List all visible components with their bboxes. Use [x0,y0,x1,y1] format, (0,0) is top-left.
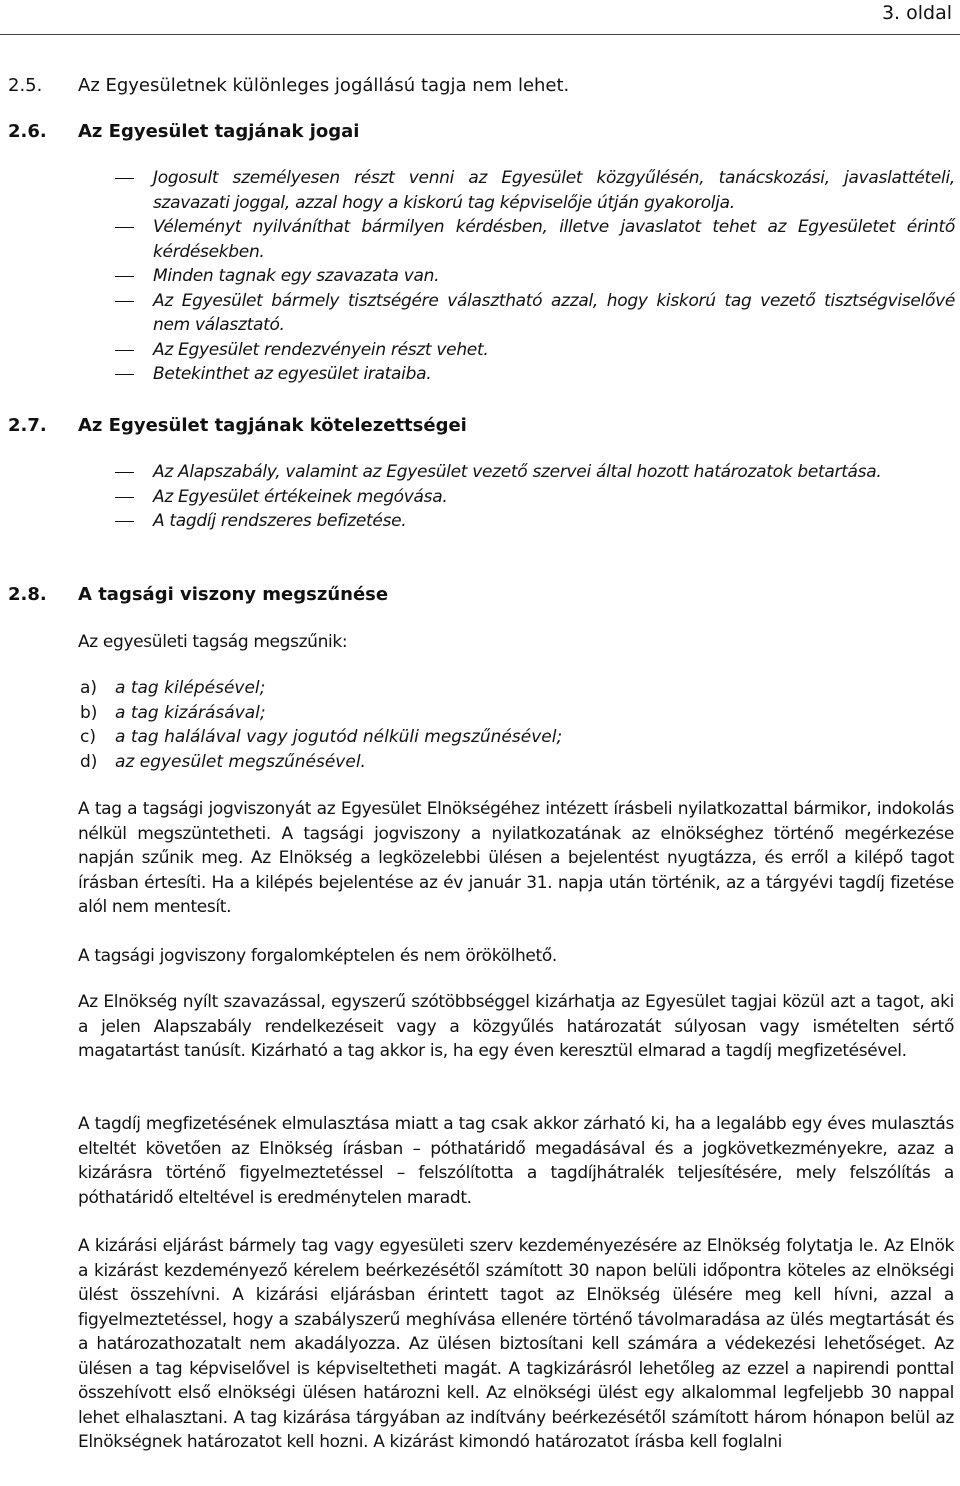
obligations-list [110,460,955,534]
list-item: Jogosult személyesen részt venni az Egyesület közgyűlésén, tanácskozási, javaslattételi, szavazati joggal, azzal hogy a kiskorú tag képviselője útján gyakorolja. [110,166,955,215]
list-item [80,725,940,750]
list-text: a tag kizárásával; [115,702,266,723]
list-item [80,750,940,775]
list-label: a) [80,678,98,698]
list-item: Véleményt nyilváníthat bármilyen kérdésben, illetve javaslatot tehet az Egyesületet érintő kérdésekben. [110,215,955,264]
section-title: Az Egyesület tagjának jogai [78,121,360,142]
list-text: a tag halálával vagy jogutód nélküli megszűnésével; [115,727,563,747]
termination-list [80,676,940,774]
list-item: Az Egyesület bármely tisztségére választható azzal, hogy kiskorú tag vezető tisztségviselővé nem választató. [110,289,955,338]
rights-list [110,166,955,387]
header-rule [0,34,960,35]
section-title: A tagsági viszony megszűnése [78,584,389,605]
paragraph: A tagsági jogviszony forgalomképtelen és nem örökölhető. [78,946,557,966]
page-number: 3. oldal [881,2,952,24]
paragraph: A tagdíj megfizetésének elmulasztása miatt a tag csak akkor zárható ki, ha a legalább egy éves mulasztás elteltét követően az Elnökség írásban – póthatáridő megadásával és a jogkövetkezményekre, azaz a kizárásra történő figyelmeztetéssel – felszólította a tagdíjhátralék teljesítésére, mely felszólítás a póthatáridő elteltével is eredménytelen maradt. [78,1114,954,1208]
section-number: 2.7. [8,415,47,436]
paragraph: A kizárási eljárást bármely tag vagy egyesületi szerv kezdeményezésére az Elnökség folytatja le. Az Elnök a kizárást kezdeményező kérelem beérkezésétől számított 30 napon belüli időpontra köteles az elnökségi ülést összehívni. A kizárási eljárásban érintett tagot az Elnökség ülésére meg kell hívni, azzal a figyelmeztetéssel, hogy a szabályszerű meghívása ellenére történő távolmaradása az ülés megtartását és a határozathozatalt nem akadályozza. Az ülésen biztosítani kell számára a védekezési lehetőséget. Az ülésen a tag képviselővel is képviseltetheti magát. A tagkizárásról lehetőleg az ezzel a napirendi ponttal összehívott első elnökségi ülésen határozni kell. Az elnökségi ülést egy alkalommal legfeljebb 30 nappal lehet elhalasztani. A tag kizárása tárgyában az indítvány beérkezésétől számított három hónapon belül az Elnökségnek határozatot kell hozni. A kizárást kimondó határozatot írásba kell foglalni [78,1236,954,1452]
paragraph: A tag a tagsági jogviszonyát az Egyesület Elnökségéhez intézett írásbeli nyilatkozattal bármikor, indokolás nélkül megszüntetheti. A tagsági jogviszony a nyilatkozatának az elnökséghez történő megérkezése napján szűnik meg. Az Elnökség a legközelebbi ülésen a bejelentést nyugtázza, és erről a kilépő tagot írásban értesíti. Ha a kilépés bejelentése az év január 31. napja után történik, az a tárgyévi tagdíj fizetése alól nem mentesít. [78,799,954,917]
list-text: a tag kilépésével; [115,678,266,698]
section-number: 2.8. [8,584,47,605]
section-number: 2.5. [8,75,43,96]
list-text: az egyesület megszűnésével. [115,751,366,772]
list-label: b) [80,702,98,723]
list-item [80,701,940,726]
list-item: A tagdíj rendszeres befizetése. [110,509,955,534]
section-text: Az Egyesületnek különleges jogállású tagja nem lehet. [78,75,570,96]
paragraph: Az Elnökség nyílt szavazással, egyszerű szótöbbséggel kizárhatja az Egyesület tagjai közül azt a tagot, aki a jelen Alapszabály rendelkezéseit vagy a közgyűlés határozatát súlyosan vagy ismételten sértő magatartást tanúsít. Kizárható a tag akkor is, ha egy éven keresztül elmarad a tagdíj megfizetésével. [78,992,954,1061]
list-item: Betekinthet az egyesület irataiba. [110,362,955,387]
list-item: Az Egyesület értékeinek megóvása. [110,485,955,510]
list-label: c) [80,727,96,747]
termination-intro: Az egyesületi tagság megszűnik: [78,632,348,652]
list-item: Az Alapszabály, valamint az Egyesület vezető szervei által hozott határozatok betartása. [110,460,955,485]
section-title: Az Egyesület tagjának kötelezettségei [78,415,467,436]
list-item [80,676,940,701]
list-item: Minden tagnak egy szavazata van. [110,264,955,289]
section-number: 2.6. [8,121,47,142]
list-label: d) [80,751,98,772]
list-item: Az Egyesület rendezvényein részt vehet. [110,338,955,363]
